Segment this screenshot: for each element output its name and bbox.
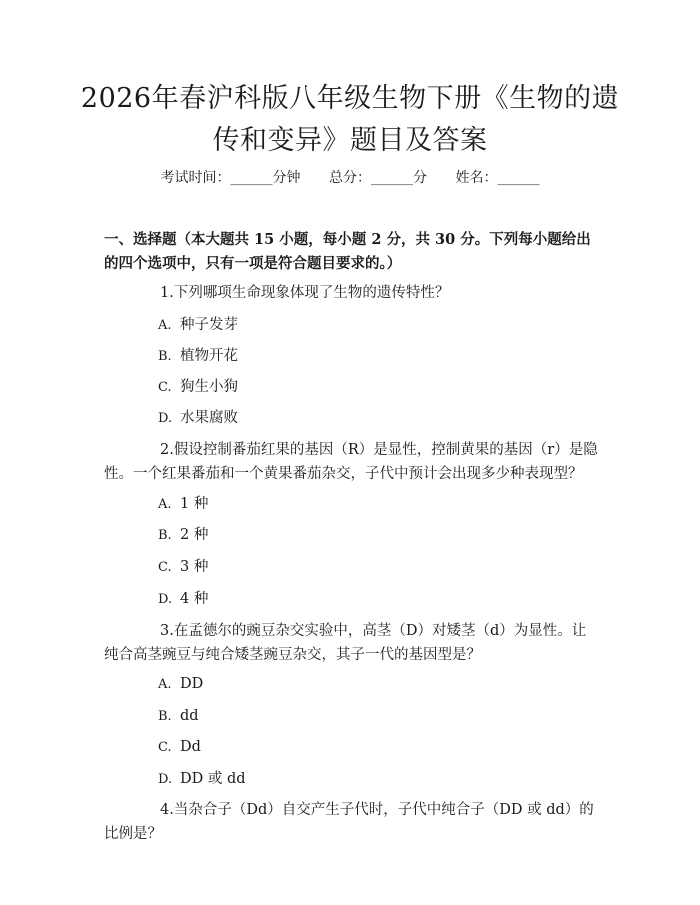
option-text: dd [180, 708, 199, 724]
option-text: 水果腐败 [180, 410, 238, 426]
document-title: 2026年春沪科版八年级生物下册《生物的遗传和变异》题目及答案 [80, 83, 620, 156]
option-text: 4 种 [180, 591, 209, 607]
question-4 [104, 798, 600, 846]
question-text: 下列哪项生命现象体现了生物的遗传特性？ [173, 285, 450, 301]
total-score-field: 总分：______分 [329, 170, 427, 186]
option-letter: B. [158, 709, 172, 724]
question-1-option-d [158, 406, 558, 431]
question-3-option-d [158, 767, 558, 792]
exam-info-line [0, 168, 700, 188]
section-heading-choice: 一、选择题（本大题共 15 小题，每小题 2 分，共 30 分。下列每小题给出的四个选项中，只有一项是符合题目要求的。） [104, 231, 591, 272]
option-letter: D. [158, 772, 173, 787]
question-number: 2. [160, 442, 174, 458]
question-2-option-c [158, 555, 558, 580]
option-text: 3 种 [180, 559, 209, 575]
student-name-field: 姓名：______ [455, 170, 540, 186]
option-letter: D. [158, 592, 173, 607]
option-text: 狗生小狗 [180, 379, 238, 395]
option-text: 1 种 [180, 496, 209, 512]
option-text: DD [180, 676, 204, 692]
question-3-option-b [158, 704, 558, 729]
option-letter: B. [158, 349, 172, 364]
question-2 [104, 438, 600, 486]
question-1-option-b [158, 344, 558, 369]
option-letter: D. [158, 411, 173, 426]
question-2-option-d [158, 587, 558, 612]
option-text: DD 或 dd [180, 771, 246, 787]
question-text: 当杂合子（Dd）自交产生子代时，子代中纯合子（DD 或 dd）的比例是？ [104, 802, 594, 842]
option-letter: C. [158, 560, 172, 575]
question-2-option-b [158, 523, 558, 548]
question-number: 3. [160, 623, 174, 639]
question-3-option-a [158, 672, 558, 697]
option-text: 植物开花 [180, 348, 238, 364]
question-text: 在孟德尔的豌豆杂交实验中，高茎（D）对矮茎（d）为显性。让纯合高茎豌豆与纯合矮茎豌豆杂交，其子一代的基因型是？ [104, 623, 587, 663]
exam-time-field: 考试时间：______分钟 [160, 170, 301, 186]
question-1-option-a [158, 313, 558, 338]
option-text: 种子发芽 [180, 317, 238, 333]
question-number: 4. [160, 802, 174, 818]
question-2-option-a [158, 492, 558, 517]
option-text: Dd [180, 739, 201, 755]
question-number: 1. [160, 285, 174, 301]
question-1 [104, 281, 600, 305]
option-letter: C. [158, 380, 172, 395]
question-1-option-c [158, 375, 558, 400]
question-text: 假设控制番茄红果的基因（R）是显性，控制黄果的基因（r）是隐性。一个红果番茄和一个黄果番茄杂交，子代中预计会出现多少种表现型？ [104, 442, 598, 482]
option-letter: A. [158, 677, 172, 692]
option-letter: A. [158, 318, 172, 333]
option-letter: A. [158, 497, 172, 512]
option-text: 2 种 [180, 527, 209, 543]
option-letter: C. [158, 740, 172, 755]
option-letter: B. [158, 528, 172, 543]
question-3-option-c [158, 735, 558, 760]
question-3 [104, 619, 600, 667]
